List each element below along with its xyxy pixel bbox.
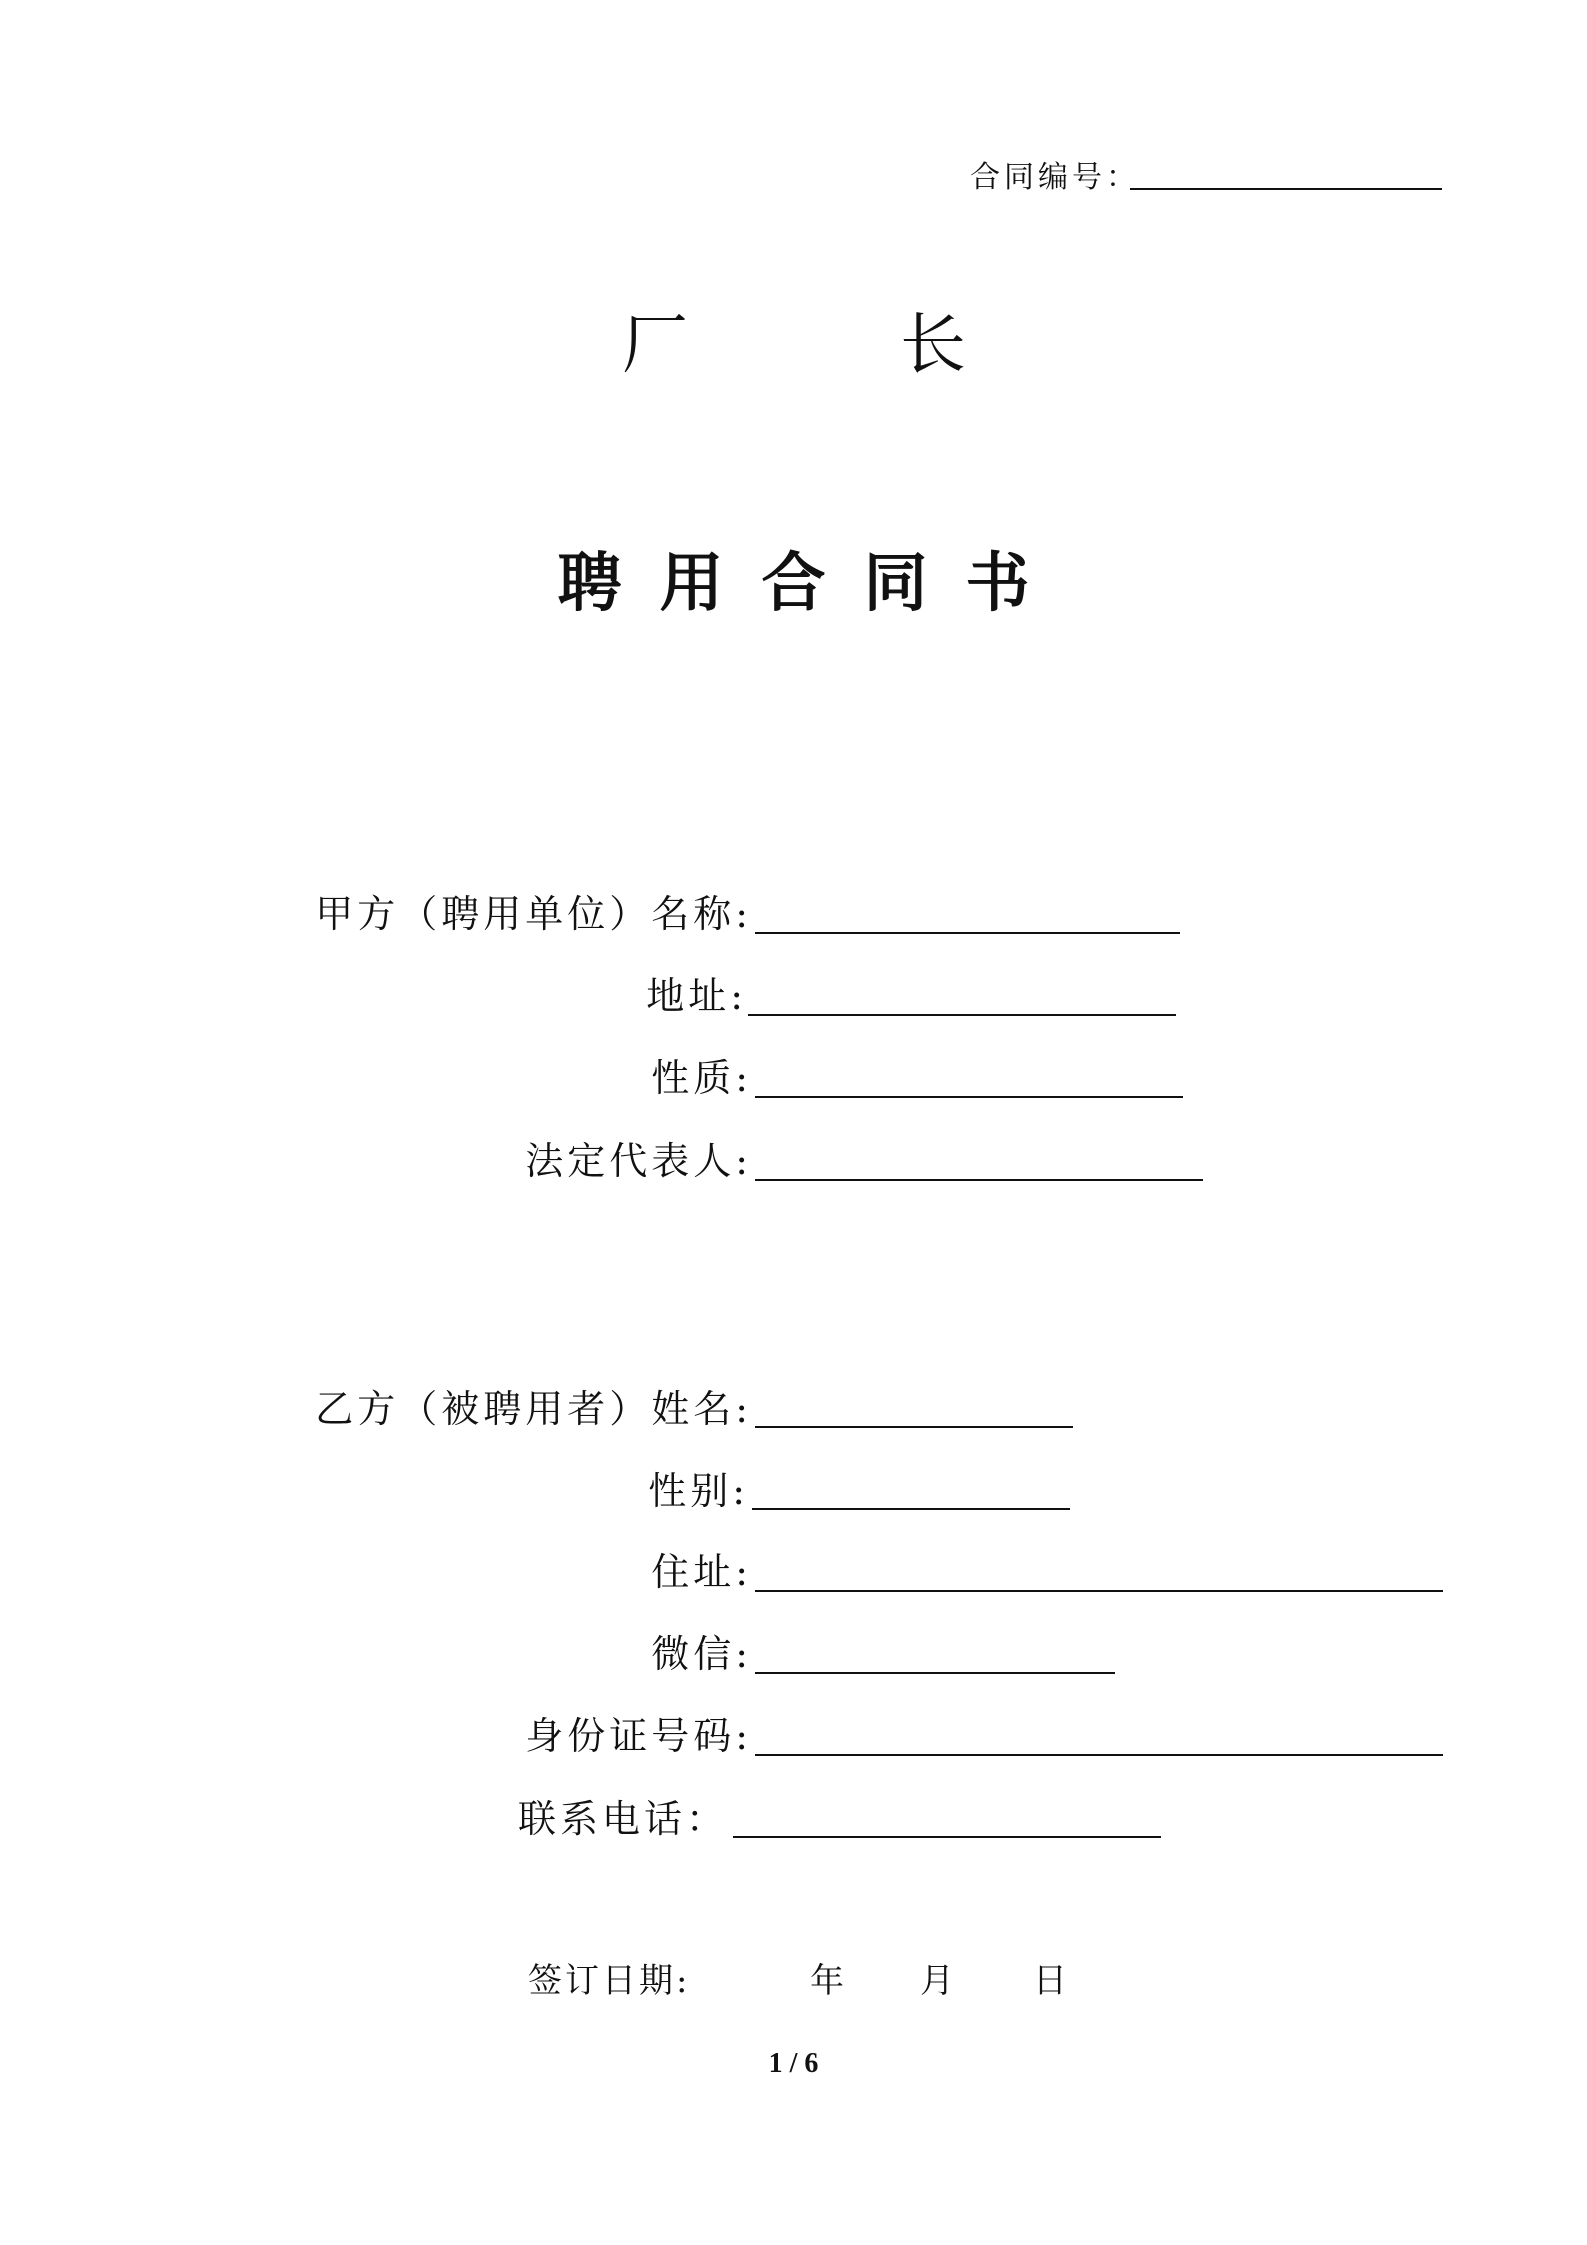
title-char-1: 厂 <box>622 306 688 383</box>
party-b-name-label: 乙方（被聘用者）姓名: <box>315 1387 752 1431</box>
party-b-address-line <box>755 1590 1443 1592</box>
party-a-nature-line <box>755 1096 1183 1098</box>
party-a-address-line <box>748 1014 1176 1016</box>
sign-date-label: 签订日期: <box>528 1961 691 2001</box>
party-a-address-label: 地址: <box>646 974 747 1018</box>
party-a-nature-label: 性质: <box>651 1056 752 1100</box>
party-b-name-line <box>755 1426 1073 1428</box>
party-b-wechat-line <box>755 1672 1115 1674</box>
party-a-legal-rep-label: 法定代表人: <box>525 1139 752 1183</box>
party-a-name-label: 甲方（聘用单位）名称: <box>315 892 752 936</box>
party-b-phone-line <box>733 1836 1161 1838</box>
page-number: 1 / 6 <box>768 2048 819 2079</box>
party-b-address-label: 住址: <box>651 1550 752 1594</box>
party-b-gender-label: 性别: <box>648 1469 749 1513</box>
party-b-id-line <box>755 1754 1443 1756</box>
party-a-legal-rep-line <box>755 1179 1203 1181</box>
title-char-2: 长 <box>900 306 966 383</box>
sign-date-month: 月 <box>920 1961 954 2001</box>
party-b-id-label: 身份证号码: <box>525 1714 752 1758</box>
document-title: 聘用合同书 <box>557 546 1068 621</box>
party-b-phone-label: 联系电话： <box>518 1797 729 1841</box>
party-b-wechat-label: 微信: <box>651 1632 752 1676</box>
party-a-name-line <box>755 932 1180 934</box>
contract-number-line <box>1130 188 1442 190</box>
party-b-gender-line <box>752 1508 1070 1510</box>
sign-date <box>528 1961 1067 2001</box>
sign-date-day: 日 <box>1033 1961 1067 2001</box>
sign-date-year: 年 <box>810 1961 844 2001</box>
contract-number-label: 合同编号： <box>970 160 1140 195</box>
